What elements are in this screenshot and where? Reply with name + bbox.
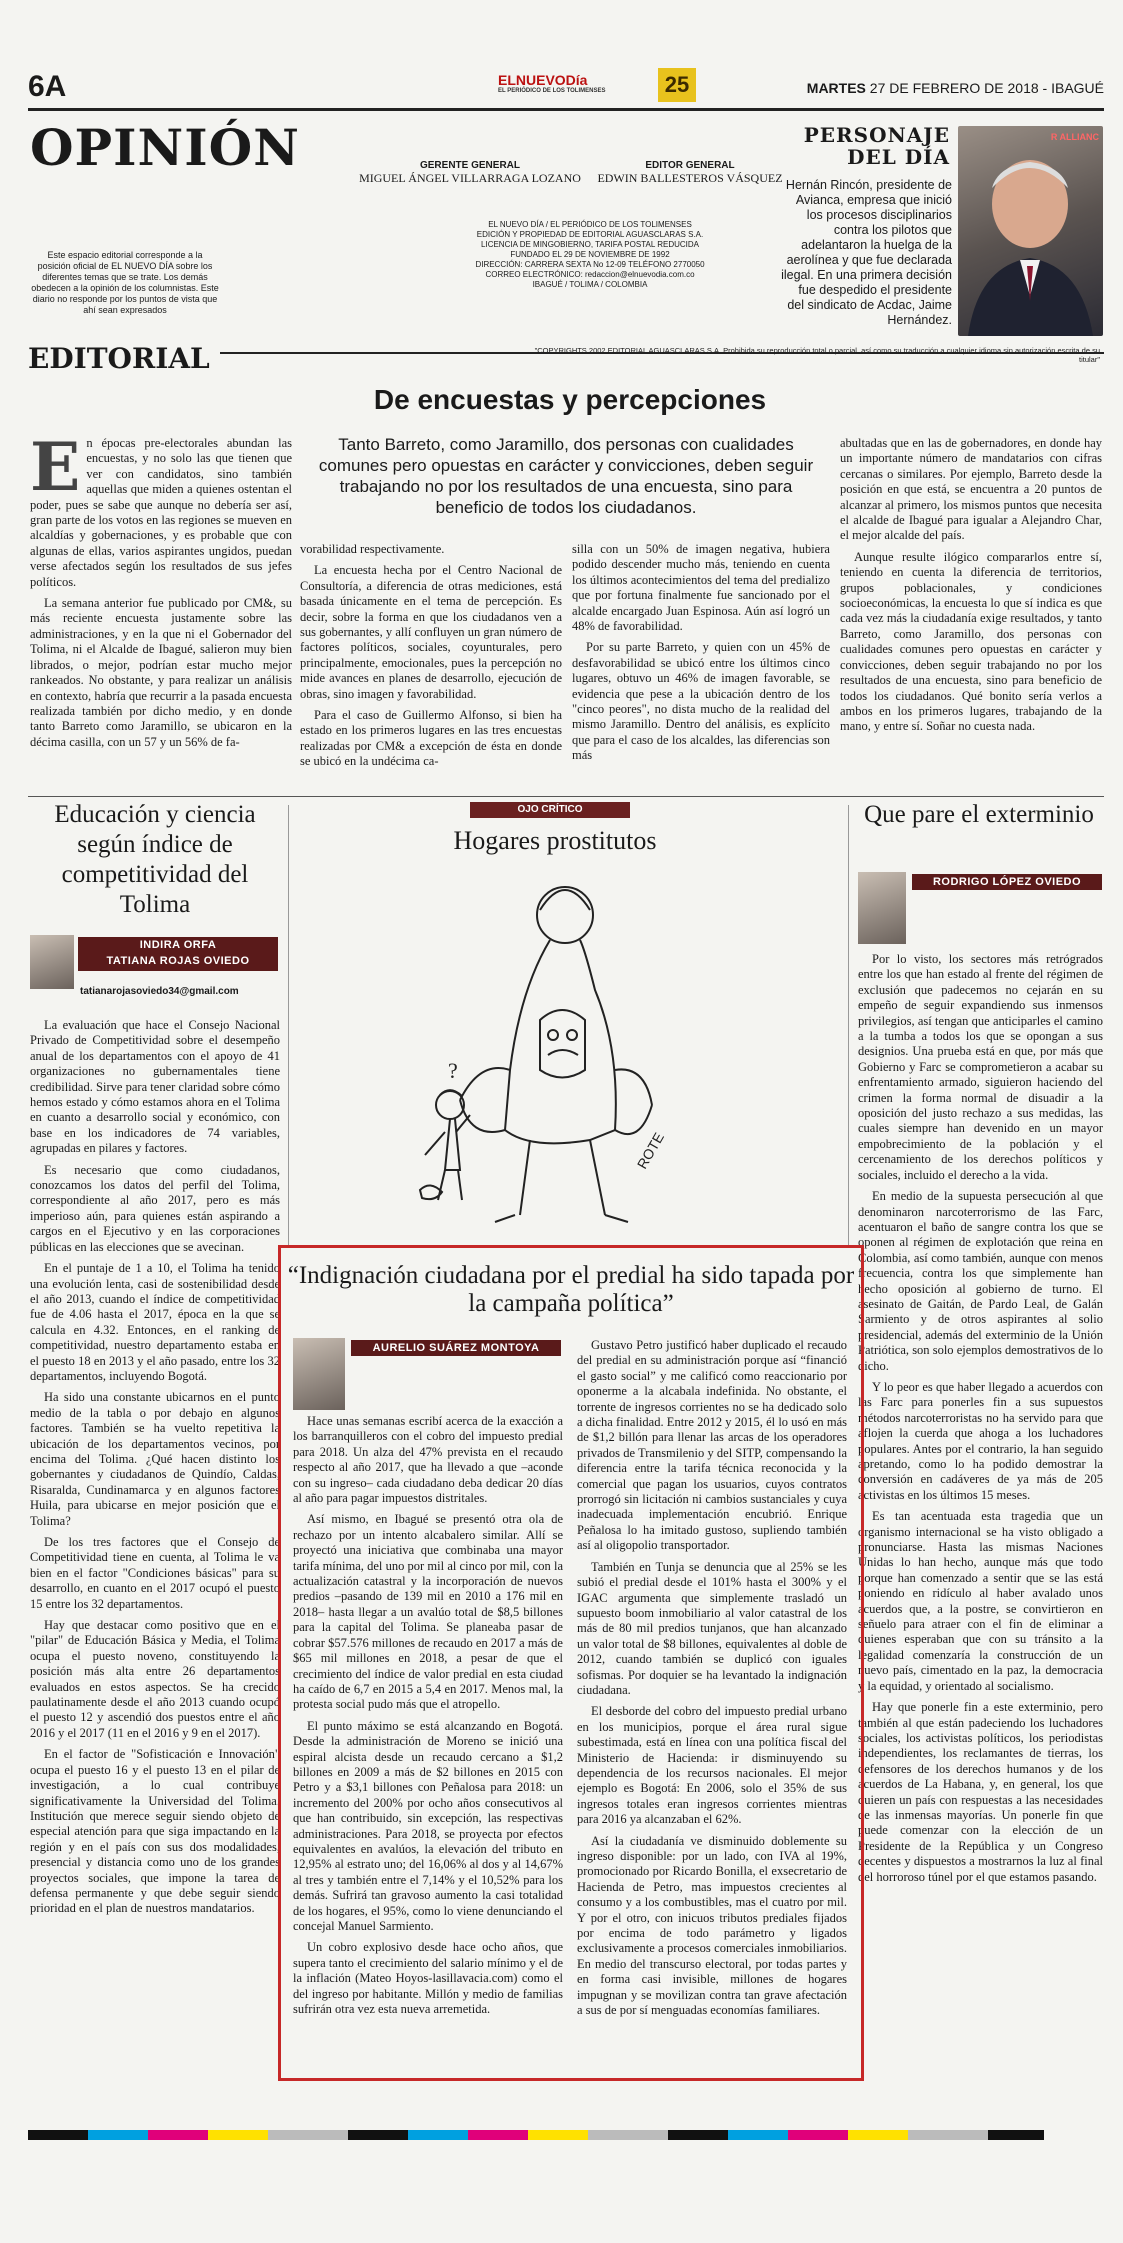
paragraph: vorabilidad respectivamente. xyxy=(300,542,445,556)
left-column-title: Educación y ciencia según índice de competitividad del Tolima xyxy=(54,801,256,918)
paragraph: silla con un 50% de imagen negativa, hubiera podido descender mucho más, teniendo en cuenta los últimos acontecimientos del tema del predializo que por fortuna finalmente fue sancionado por el alcalde encargado Juan Espinosa. Aún así logró un 48% de favorabilidad. xyxy=(572,542,830,634)
personaje-photo xyxy=(958,126,1103,336)
editorial-label: EDITORIAL xyxy=(28,342,220,375)
paragraph: abultadas que en las de gobernadores, en donde hay un importante número de mandatarios con cifras cercanas o similares. Por ejemplo, Barreto desde la posición en que está, se encuentra a 20 puntos de alcanzar al primero, los mismos puntos que necesita el alcalde de Ibagué para igualar a Alejandro Char, el mejor alcalde del país. xyxy=(840,436,1102,543)
copyright-notice: "COPYRIGHTS 2002 EDITORIAL AGUASCLARAS S.A. Prohibida su reproducción total o parcial, así como su traducción a cualquier idioma sin autorización escrita de su titular" xyxy=(534,346,1100,364)
personaje-title xyxy=(770,124,950,168)
column-divider xyxy=(288,805,289,1245)
cartoon-title: Hogares prostitutos xyxy=(453,826,657,855)
paragraph: La encuesta hecha por el Centro Nacional de Consultoría, a diferencia de otras mediciones, está basada únicamente en el tema de percepción. Es decir, sobre la forma en que los ciudadanos ven a sus gobernantes, y allí confluyen un gran número de factores políticos, sociales, coyunturales, pero principalmente, emocionales, pues la percepción no mide avances en planes de desarrollo, ejecución de obras, sino imagen y favorabilidad. xyxy=(300,563,562,701)
column-divider xyxy=(848,805,849,1245)
section-divider xyxy=(28,796,1104,797)
newspaper-logo xyxy=(498,72,605,94)
paragraph: Hace unas semanas escribí acerca de la exacción a los barranquilleros con el cobro del impuesto predial para 2018. Un alza del 47% prevista en el recaudo respecto al año 2017, que ha llevado a que –aconde con su ingreso– cada ciudadano deba dedicar 20 días al año para pagar impuestos distritales. xyxy=(293,1414,563,1506)
boxed-col-2 xyxy=(577,1338,847,2024)
boxed-byline: AURELIO SUÁREZ MONTOYA xyxy=(351,1340,561,1356)
cartoonist-signature: ROTE xyxy=(633,1129,668,1172)
editorial-col-2 xyxy=(300,542,562,776)
logo-text: ELNUEVODía xyxy=(498,72,588,88)
right-column-body xyxy=(858,952,1103,1891)
left-byline xyxy=(78,937,278,971)
author-photo xyxy=(858,872,906,944)
paragraph: Así mismo, en Ibagué se presentó otra ola de rechazo por un intento alcabalero similar. Allí se proyectó una iniciativa que combinaba una mayor tarifa mínima, del uno por mil al cinco por mil, con la actualización catastral y la incorporación de nuevos predios –pasando de 139 mil en 2010 a 176 mil en 2018– hasta llegar a un avalúo total de $8,5 billones para la capital del Tolima. Se planeaba pasar de cobrar $57.576 millones de recaudo en 2017 a más de $65 mil millones en 2018, a pesar de que el crecimiento del índice de valor predial en esta ciudad ha caído de 6,7 en 2015 a 5,4 en 2017. Menos mal, la protesta social pudo más que el atropello. xyxy=(293,1512,563,1712)
paragraph: Un cobro explosivo desde hace ocho años, que supera tanto el crecimiento del salario mínimo y el de la inflación (Mateo Hoyos-lasillavacia.com) como el del ingreso por habitante. Millón y medio de familias sufrirán otra vez esta nueva arremetida. xyxy=(293,1940,563,2017)
boxed-col-1 xyxy=(293,1414,563,2023)
paragraph: Hay que ponerle fin a este exterminio, pero también al que están padeciendo los luchadores sociales, los activistas políticos, los periodistas independientes, los reclamantes de tierras, los defensores de los derechos humanos y de los acuerdos de La Habana, y, en general, los que quieren un país con respuestas a las necesidades de las inmensas mayorías. Un ponerle fin que puede comenzar con la elección de un Presidente de la República y un Congreso decentes y dispuestos a mostrarnos la luz al final del horroroso túnel por el que estamos pasando. xyxy=(858,1700,1103,1884)
paragraph: n épocas pre-electorales abundan las encuestas, y no solo las que tienen que ver con candidatos, sino también aquellas que miden a quienes ostentan el poder, pues se sabe que aunque no debería ser así, gran parte de los votos en las regiones se mueven en alcaldías y gobernaciones, y es probable que con algunas de ellas, varios aspirantes ungidos, puedan verse afectados según los resultados de sus jefes políticos. xyxy=(30,436,292,589)
editorial-col-1 xyxy=(30,428,292,756)
paragraph: Por lo visto, los sectores más retrógrados entre los que han estado al frente del régimen de exclusión que padecemos no cejarán en su empeño de seguir expandiendo sus inmensos privilegios, así tengan que anticiparles el camino a la tumba a todos los que se opongan a sus designios. Una prueba está en que, por más que Gobierno y Farc se comprometieron a acabar su enfrentamiento armado, siguieron haciendo del crimen la forma normal de disuadir a la oposición del justo rechazo a sus medidas, las cuales siempre han devenido en un mayor empobrecimiento de la población y el cercenamiento de los derechos políticos y sociales, incluido el derecho a la vida. xyxy=(858,952,1103,1182)
masthead-bar xyxy=(28,68,1104,111)
dropcap: E xyxy=(30,428,81,506)
question-mark: ? xyxy=(448,1058,458,1083)
paragraph: También en Tunja se denuncia que al 25% se les subió el predial desde el 101% hasta el 300% y el IGAC argumenta que simplemente trasladó un supuesto boom inmobiliario al valor catastral de los más de 80 mil predios tunjanos, que han alcanzado un valor total de $8 billones, equivalentes al doble de 2012, cuando también se duplicó con iguales sofismas. Por doquier se ha levantado la indignación ciudadana. xyxy=(577,1559,847,1697)
page-number: 6A xyxy=(28,70,67,103)
paragraph: Así la ciudadanía ve disminuido doblemente su ingreso disponible: por un lado, con IVA al 19%, promocionado por Ricardo Bonilla, el exsecretario de Hacienda de Petro, mas impuestos crecientes al consumo y a los combustibles, mas el cuatro por mil. Y por el otro, con inicuos tributos prediales fijados por encima de todo parámetro y ligados exclusivamente a procesos comerciales inmobiliarios. En medio del transcurso electoral, por todas partes y en forma casi invisible, millones de hogares impugnan y se movilizan contra tan grave afectación a sus de por sí menguadas economías familiares. xyxy=(577,1833,847,2018)
author-email: tatianarojasoviedo34@gmail.com xyxy=(80,986,239,997)
editorial-deck: Tanto Barreto, como Jaramillo, dos personas con cualidades comunes pero opuestas en carácter y convicciones, deben seguir trabajando no por los resultados de una encuesta, sino para beneficio de todos los ciudadanos. xyxy=(318,435,814,517)
editorial-headline: De encuestas y percepciones xyxy=(373,384,767,415)
right-byline: RODRIGO LÓPEZ OVIEDO xyxy=(912,874,1102,890)
paragraph: El punto máximo se está alcanzando en Bogotá. Desde la administración de Moreno se inició una espiral alcista desde un recaudo cercano a $1,2 billones en 2009 a más de $2 billones en 2015 con Petro y a $3,1 billones con Peñalosa para 2018: un incremento del 200% por ocho años consecutivos al que han contribuido, sin excepción, las respectivas administraciones. Para 2018, se proyecta por efectos equivalentes en avalúos, la elevación del tributo en 12,95% al estrato uno; del 16,06% al dos y al 14,67% al tres y también entre el 7,14% y el 10,52% para los demás. Sufrirá tan gravoso aumento la casi totalidad de los hogares, el 95%, como lo viene denunciando el concejal Manuel Sarmiento. xyxy=(293,1718,563,1933)
author-name: INDIRA ORFA xyxy=(139,939,217,951)
paragraph: En el puntaje de 1 a 10, el Tolima ha tenido una evolución lenta, casi de sostenibilidad desde el año 2013, cuando el índice de competitividad fue de 4.06 hasta el 2017, época en la que se calcula en 4.32. Entonces, en el ranking de competitividad, nuestro departamento estaba en el puesto 18 en 2013 y el año pasado, entre los 32 departamentos, incluyendo Bogotá. xyxy=(30,1261,280,1383)
gm-label: GERENTE GENERAL xyxy=(419,160,520,171)
editorial-bar xyxy=(28,342,1104,380)
section-title: OPINIÓN xyxy=(30,118,300,177)
imprint-line: FUNDADO EL 29 DE NOVIEMBRE DE 1992 xyxy=(510,250,670,259)
paragraph: Aunque resulte ilógico compararlos entre sí, teniendo en cuenta la diferencia de territorios, grupos poblacionales, y condiciones socioeconómicas, la encuesta lo que sí indica es que cada vez más la ciudadanía exige resultados, y tanto Barreto, como Jaramillo, dos personas con cualidades comunes pero opuestas en carácter y convicciones, deben seguir trabajando no por los resultados de una encuesta, sino para beneficio de todos los ciudadanos. Qué bonito sería verlos a ambos en los primeros lugares, trabajando de la mano, y entre sí. Soñar no cuesta nada. xyxy=(840,549,1102,734)
author-name: TATIANA ROJAS OVIEDO xyxy=(106,955,250,967)
imprint-line: EDICIÓN Y PROPIEDAD DE EDITORIAL AGUASCLARAS S.A. xyxy=(476,230,704,239)
personaje-title-line2: DEL DÍA xyxy=(847,145,950,169)
paragraph: La evaluación que hace el Consejo Nacional Privado de Competitividad sobre el desempeño anual de los departamentos con el apoyo de 41 organizaciones no gubernamentales tiene credibilidad. Sirve para tener claridad sobre cómo hemos estado y cómo estamos ahora en el Tolima en cuanto a desarrollo social y económico, con base en los indicadores de 74 variables, agrupadas en pilares y factores. xyxy=(30,1018,280,1156)
date-weekday: MARTES xyxy=(806,80,866,96)
imprint-line: LICENCIA DE MINGOBIERNO, TARIFA POSTAL REDUCIDA xyxy=(481,240,699,249)
right-column-title: Que pare el exterminio xyxy=(864,801,1094,828)
paragraph: Ha sido una constante ubicarnos en el punto medio de la tabla o por debajo en algunos factores. También se ha vuelto repetitiva la ubicación de los departamentos vecinos, por encima del Tolima. ¿Qué hacen distinto los gobernantes y ciudadanos de Quindío, Caldas, Risaralda, Cundinamarca y en algunos factores Huila, para ubicarse en mejor posición que el Tolima? xyxy=(30,1390,280,1528)
date-rest: 27 DE FEBRERO DE 2018 - IBAGUÉ xyxy=(869,80,1104,96)
paragraph: Por su parte Barreto, y quien con un 45% de desfavorabilidad se ubicó entre los últimos cinco lugares, obtuvo un 46% de imagen favorable, se evidencia que pese a la ubicación dentro de los "cinco peores", no dista mucho de la realidad del mismo Jaramillo. Dentro del análisis, es explícito que para el caso de los alcaldes, las diferencias son más xyxy=(572,640,830,763)
author-photo xyxy=(293,1338,345,1410)
boxed-column-title: “Indignación ciudadana por el predial ha sido tapada por la campaña política” xyxy=(287,1262,855,1317)
paragraph: En el factor de "Sofisticación e Innovación" ocupa el puesto 16 y el puesto 13 en el pilar de investigación, a lo cual contribuye significativamente la Universidad del Tolima. Institución que merece seguir siendo objeto de especial atención para que siga impactando en la región y en el país con sus dos modalidades, presencial y distancia como uno de los grandes proyectos sociales, que impone la tarea de defensa permanente y que debe seguir siendo prioridad en el plan de nuestros mandatarios. xyxy=(30,1747,280,1916)
paragraph: Es necesario que como ciudadanos, conozcamos los datos del perfil del Tolima, correspondiente al año 2017, pero es más imperioso aún, para quienes están aspirando a cargos en el Ejecutivo y en las corporaciones públicas en las elecciones que se avecinan. xyxy=(30,1162,280,1254)
portrait-illustration xyxy=(958,126,1103,336)
editorial-cartoon xyxy=(390,870,720,1230)
personaje-title-line1: PERSONAJE xyxy=(803,123,950,147)
anniversary-badge: 25 xyxy=(658,68,696,102)
photo-banner: R ALLIANC xyxy=(1050,132,1099,142)
paragraph: Hay que destacar como positivo que en el "pilar" de Educación Básica y Media, el Tolima ocupa el puesto noveno, constituyendo la posición más alta entre 26 departamentos evaluados en estos aspectos. Se ha crecido paulatinamente desde el año 2013 cuando ocupó el puesto 12 y ascendió dos puestos entre el año 2016 y el 2017 (11 en el 2016 y 9 en el 2017). xyxy=(30,1618,280,1740)
paragraph: El desborde del cobro del impuesto predial urbano en los municipios, porque el área rural sigue subestimada, está en línea con una política fiscal del Ministerio de Hacienda: ir disminuyendo su dependencia de los recursos nacionales. El mejor ejemplo es Bogotá: En 2006, solo el 35% de sus ingresos totales eran ingresos corrientes mientras para 2016 ya alcanzaban el 62%. xyxy=(577,1704,847,1827)
cartoon-illustration xyxy=(390,870,720,1230)
dateline xyxy=(807,80,1104,96)
logo-subtitle: EL PERIÓDICO DE LOS TOLIMENSES xyxy=(498,88,606,94)
gm-name: MIGUEL ÁNGEL VILLARRAGA LOZANO xyxy=(359,171,581,185)
paragraph: Es tan acentuada esta tragedia que un organismo internacional se ha visto obligado a pronunciarse. Hasta las mismas Naciones Unidas lo han hecho, aunque más que todo porque han comenzado a sentir que se las está poniendo en ridículo al haber avalado unos acuerdos que, a la postre, se convirtieron en señuelo para atraer con el fin de eliminar a quienes esperaban que con su tránsito a la legalidad comenzaría la construcción de un nuevo país, cimentado en la paz, la democracia y la equidad, y orientado al socialismo. xyxy=(858,1509,1103,1693)
editorial-col-4 xyxy=(840,436,1102,741)
personaje-text: Hernán Rincón, presidente de Avianca, empresa que inició los procesos disciplinarios contra los pilotos que adelantaron la huelga de la aerolínea y que fue declarada ilegal. En una primera decisión fue despedido el presidente del sindicato de Acdac, Jaime Hernández. xyxy=(781,178,952,327)
staff-editor xyxy=(590,160,790,186)
paragraph: En medio de la supuesta persecución al que denominaron narcoterrorismo de las Farc, acentuaron el baño de sangre contra los que se oponen al régimen de explotación que reina en Colombia, así como también, aunque con menos frecuencia, contra los que simplemente han hecho oposición al gobierno de turno. El asesinato de Gaitán, de Pardo Leal, de Galán Sarmiento y de otros aspirantes al solio presidencial, además del exterminio de la Unión Patriótica, son solo ejemplos demostrativos de lo dicho. xyxy=(858,1189,1103,1373)
paragraph: Para el caso de Guillermo Alfonso, si bien ha estado en los primeros lugares en las tres encuestas realizadas por CM& a excepción de ésta en donde se ubicó en la undécima ca- xyxy=(300,708,562,769)
boxed-column xyxy=(278,1245,864,2081)
editorial-col-3 xyxy=(572,542,830,770)
editor-label: EDITOR GENERAL xyxy=(645,160,735,171)
paragraph: De los tres factores que el Consejo de Competitividad tiene en cuenta, al Tolima le va bien en el factor "Condiciones básicas" para su desarrollo, en cuanto en el 2017 ocupó el puesto 15 entre los 32 departamentos. xyxy=(30,1535,280,1611)
imprint-line: IBAGUÉ / TOLIMA / COLOMBIA xyxy=(532,280,648,289)
imprint-line: EL NUEVO DÍA / EL PERIÓDICO DE LOS TOLIMENSES xyxy=(488,220,692,229)
paragraph: La semana anterior fue publicado por CM&, su más reciente encuesta justamente sobre las administraciones, y en la que ni el Gobernador del Tolima, ni el Alcalde de Ibagué, salieron muy bien librados, o mejor, podrían estar mucho mejor rankeados. No obstante, y para realizar un análisis en contexto, habría que recurrir a la pasada encuesta realizada también por dicho medio, y en donde tanto Barreto como Jaramillo, se ubicaron en la décima casilla, con un 57 y un 56% de fa- xyxy=(30,596,292,749)
author-photo xyxy=(30,935,74,989)
paragraph: Gustavo Petro justificó haber duplicado el recaudo del predial en su administración porque así “financió el gasto social” y me calificó como reaccionario por oponerme a la alcabala indefinida. No obstante, el torrente de ingresos corrientes no se ha dedicado solo a dicha finalidad. Entre 2012 y 2015, él lo usó en más de $1,2 billón para llenar las arcas de los operadores privados de Transmilenio y del SITP, compensando la diferencia entre la tarifa técnica reconocida y la comercial que pagan los usuarios, cuyos contratos prorrogó sin licitación ni cambios sustanciales y cuya inadecuada implementación encubrió. Enrique Peñalosa lo ha imitado gustoso, supliendo también así al oligopolio transportador. xyxy=(577,1338,847,1553)
staff-gm xyxy=(350,160,590,186)
editor-name: EDWIN BALLESTEROS VÁSQUEZ xyxy=(597,171,783,185)
ojo-critico-tag: OJO CRÍTICO xyxy=(470,802,630,818)
imprint-line: DIRECCIÓN: CARRERA SEXTA No 12-09 TELÉFONO 2770050 xyxy=(475,260,705,269)
imprint-line: CORREO ELECTRÓNICO: redaccion@elnuevodia.com.co xyxy=(485,270,695,279)
left-column-body xyxy=(30,1018,280,1923)
paragraph: Y lo peor es que haber llegado a acuerdos con las Farc para ponerles fin a sus supuestos métodos narcoterroristas no ha servido para que aflojen la cuerda que ahoga a los luchadores populares. Antes por el contrario, la han seguido apretando, como lo ha podido demostrar la conversión en cadáveres de ya más de 205 activistas en los últimos 15 meses. xyxy=(858,1379,1103,1502)
print-color-bar xyxy=(28,2130,1104,2140)
editorial-disclaimer: Este espacio editorial corresponde a la posición oficial de EL NUEVO DÍA sobre los diferentes temas que se trate. Los demás obedecen a la opinión de los columnistas. Este diario no responde por los puntos de vista que ahí sean expresados xyxy=(31,250,219,315)
imprint-info xyxy=(440,220,740,290)
